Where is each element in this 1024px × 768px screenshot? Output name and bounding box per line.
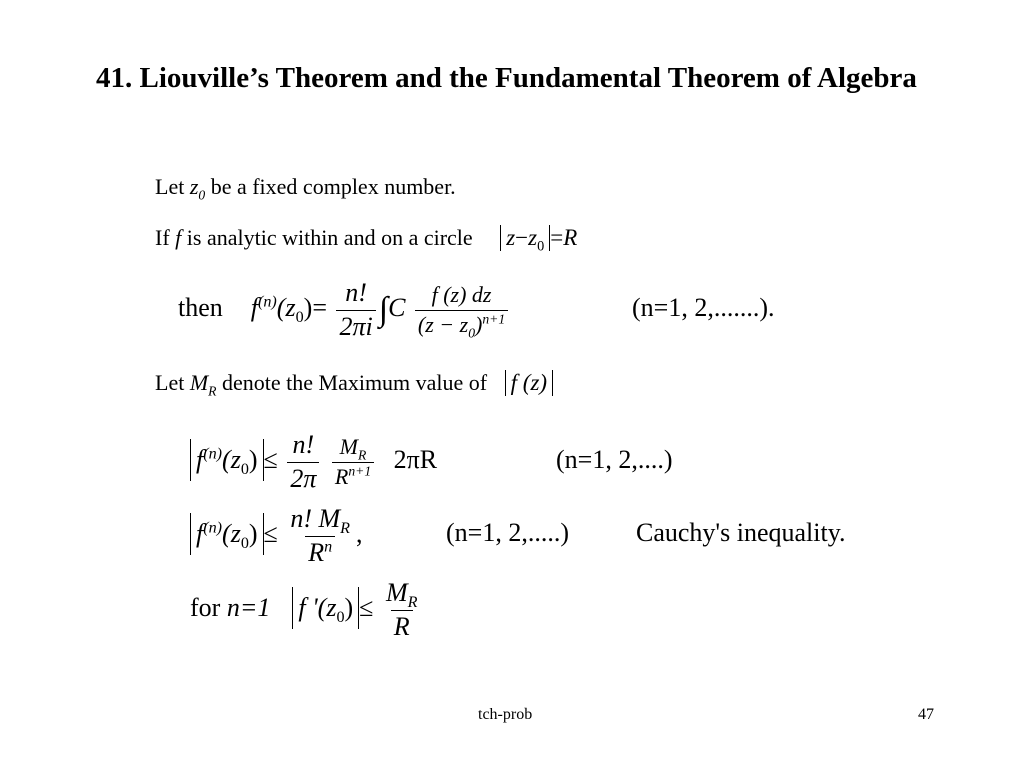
ineq1-frac1-num: n! bbox=[292, 430, 315, 459]
integral-sign: ∫ bbox=[378, 291, 389, 328]
integrand-den-sub: 0 bbox=[468, 325, 476, 341]
footer-center: tch-prob bbox=[478, 706, 533, 723]
ineq2-sup: (n) bbox=[203, 519, 223, 537]
ineq1-arg: (z bbox=[222, 444, 241, 474]
ineq2-le: ≤ bbox=[263, 518, 278, 548]
circle-radius: R bbox=[563, 225, 578, 250]
fixed-point-line bbox=[155, 174, 456, 203]
ineq3-n-eq: n=1 bbox=[226, 592, 271, 622]
ineq1-frac1-den: 2π bbox=[287, 462, 319, 494]
circle-z0: z bbox=[528, 225, 538, 250]
max-value-line bbox=[155, 370, 553, 399]
ineq3-for: for bbox=[190, 592, 227, 622]
ineq1-frac1 bbox=[287, 430, 319, 494]
then-word: then bbox=[178, 292, 223, 322]
ineq1-frac2-num-sub: R bbox=[358, 447, 367, 463]
inequality-3 bbox=[190, 578, 423, 642]
circle-sub: 0 bbox=[537, 238, 545, 255]
ineq1-frac2-num: M bbox=[339, 434, 358, 459]
line1-pre: Let bbox=[155, 174, 190, 199]
ineq2-range: (n=1, 2,.....) bbox=[446, 518, 569, 547]
formula-close: ) bbox=[303, 292, 313, 322]
circle-eq: = bbox=[550, 225, 564, 250]
ineq3-le: ≤ bbox=[359, 592, 374, 622]
circle-equation bbox=[500, 225, 578, 255]
formula-integrand bbox=[415, 282, 508, 341]
slide-title: 41. Liouville’s Theorem and the Fundamental Theorem of Algebra bbox=[96, 62, 917, 94]
ineq3-frac-den: R bbox=[391, 610, 413, 642]
ineq1-frac2-den: R bbox=[334, 464, 349, 489]
line3-pre: Let bbox=[155, 370, 190, 395]
ineq1-close: ) bbox=[248, 444, 258, 474]
ineq2-frac bbox=[287, 504, 353, 568]
formula-arg: (z bbox=[276, 292, 296, 322]
ineq2-frac-num: n! M bbox=[290, 504, 341, 533]
ineq1-frac2-den-sup: n+1 bbox=[348, 463, 372, 479]
ineq1-sub: 0 bbox=[240, 461, 249, 479]
ineq2-frac-num-sub: R bbox=[340, 520, 350, 538]
formula-coefficient bbox=[336, 278, 375, 342]
coef-den: 2πi bbox=[336, 310, 375, 342]
ineq2-close: ) bbox=[248, 518, 258, 548]
line2-pre: If bbox=[155, 225, 176, 250]
line3-var: M bbox=[189, 370, 209, 395]
ineq2-arg: (z bbox=[222, 518, 241, 548]
cauchy-integral-formula bbox=[178, 278, 511, 342]
inequality-2 bbox=[190, 504, 363, 568]
integrand-den-post: ) bbox=[475, 312, 483, 337]
analytic-line bbox=[155, 225, 578, 255]
ineq2-frac-den: R bbox=[308, 538, 325, 567]
ineq1-range: (n=1, 2,....) bbox=[556, 445, 673, 474]
formula-f: f bbox=[250, 292, 258, 322]
ineq2-f: f bbox=[196, 518, 204, 548]
ineq2-sub: 0 bbox=[240, 535, 249, 553]
ineq3-frac bbox=[383, 578, 421, 642]
formula-n-sup: (n) bbox=[258, 293, 277, 311]
line1-post: be a fixed complex number. bbox=[205, 174, 456, 199]
line1-sub: 0 bbox=[198, 187, 206, 203]
line2-post: is analytic within and on a circle bbox=[181, 225, 473, 250]
ineq3-frac-num-sub: R bbox=[407, 594, 418, 612]
ineq3-close: ) bbox=[344, 592, 354, 622]
page-number: 47 bbox=[918, 706, 934, 723]
line3-post: denote the Maximum value of bbox=[216, 370, 488, 395]
ineq1-le: ≤ bbox=[263, 444, 278, 474]
ineq3-sub: 0 bbox=[336, 609, 345, 627]
integrand-num: f (z) dz bbox=[431, 282, 492, 307]
integrand-den-pre: (z − z bbox=[417, 312, 469, 337]
ineq1-f: f bbox=[196, 444, 204, 474]
cauchy-inequality-label: Cauchy's inequality. bbox=[636, 518, 846, 547]
coef-num: n! bbox=[345, 278, 367, 307]
ineq1-frac2 bbox=[332, 434, 374, 490]
ineq2-frac-den-sup: n bbox=[324, 538, 333, 556]
integrand-den-sup: n+1 bbox=[482, 311, 506, 327]
line2-var: f bbox=[175, 225, 182, 250]
ineq3-frac-num: M bbox=[385, 578, 408, 607]
line1-var: z bbox=[189, 174, 199, 199]
line3-sub: R bbox=[208, 383, 217, 399]
formula-range: (n=1, 2,.......). bbox=[632, 293, 775, 322]
inequality-1 bbox=[190, 430, 437, 494]
formula-sub: 0 bbox=[295, 309, 304, 327]
ineq3-lhs: f '(z bbox=[298, 592, 337, 622]
circle-z: z bbox=[506, 225, 516, 250]
formula-eq: = bbox=[312, 292, 327, 322]
ineq1-factor: 2πR bbox=[393, 444, 438, 474]
ineq2-comma: , bbox=[356, 518, 363, 548]
abs-f-z: f (z) bbox=[505, 370, 553, 396]
ineq1-sup: (n) bbox=[203, 445, 223, 463]
integral-contour: C bbox=[388, 292, 406, 322]
circle-minus: − bbox=[515, 225, 529, 250]
